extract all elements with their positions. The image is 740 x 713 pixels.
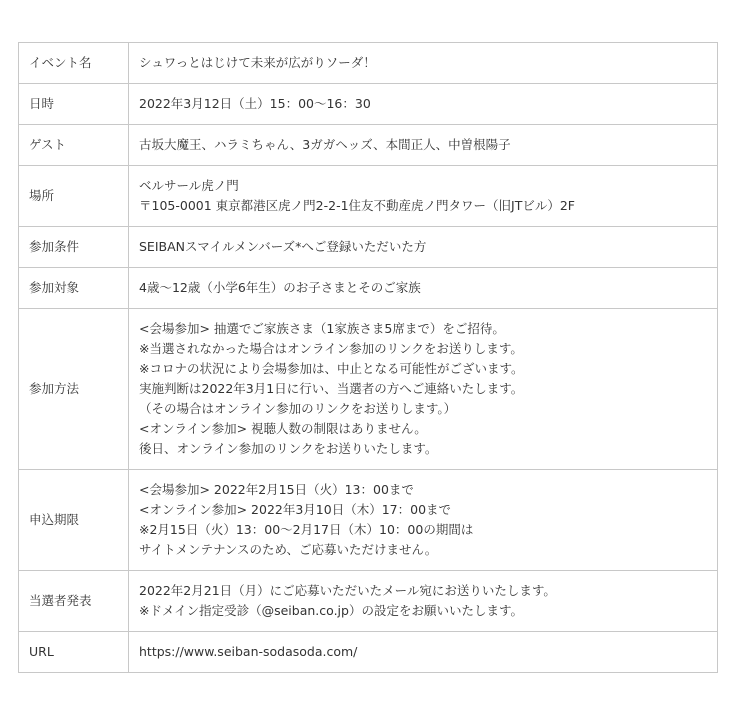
row-label-event-name: イベント名 xyxy=(19,43,129,84)
value-line: ※当選されなかった場合はオンライン参加のリンクをお送りします。 xyxy=(139,341,523,356)
value-line: <オンライン参加> 視聴人数の制限はありません。 xyxy=(139,421,427,436)
value-line: <会場参加> 抽選でご家族さま（1家族さま5席まで）をご招待。 xyxy=(139,321,505,336)
row-label-venue: 場所 xyxy=(19,166,129,227)
table-row xyxy=(19,470,718,571)
table-row xyxy=(19,166,718,227)
row-value-url xyxy=(129,632,718,673)
table-row xyxy=(19,571,718,632)
value-line: SEIBANスマイルメンバーズ*へご登録いただいた方 xyxy=(139,239,427,254)
value-line: 古坂大魔王、ハラミちゃん、3ガガヘッズ、本間正人、中曽根陽子 xyxy=(139,137,511,152)
row-label-conditions: 参加条件 xyxy=(19,227,129,268)
row-label-announcement: 当選者発表 xyxy=(19,571,129,632)
row-label-target: 参加対象 xyxy=(19,268,129,309)
row-value-deadline xyxy=(129,470,718,571)
row-value-venue xyxy=(129,166,718,227)
row-label-url: URL xyxy=(19,632,129,673)
value-line: ※2月15日（火）13：00〜2月17日（木）10：00の期間は xyxy=(139,522,474,537)
value-line: <オンライン参加> 2022年3月10日（木）17：00まで xyxy=(139,502,452,517)
table-row xyxy=(19,125,718,166)
row-label-guest: ゲスト xyxy=(19,125,129,166)
value-line: ベルサール虎ノ門 xyxy=(139,178,239,193)
event-info-table xyxy=(18,42,718,673)
table-row xyxy=(19,268,718,309)
value-line: 実施判断は2022年3月1日に行い、当選者の方へご連絡いたします。 xyxy=(139,381,524,396)
value-line: 2022年2月21日（月）にご応募いただいたメール宛にお送りいたします。 xyxy=(139,583,556,598)
row-value-target xyxy=(129,268,718,309)
url-text: https://www.seiban-sodasoda.com/ xyxy=(139,644,358,659)
row-value-guest xyxy=(129,125,718,166)
row-label-deadline: 申込期限 xyxy=(19,470,129,571)
row-value-event-name xyxy=(129,43,718,84)
table-row xyxy=(19,227,718,268)
value-line: 4歳〜12歳（小学6年生）のお子さまとそのご家族 xyxy=(139,280,421,295)
value-line: シュワっとはじけて未来が広がりソーダ！ xyxy=(139,55,376,70)
row-label-method: 参加方法 xyxy=(19,309,129,470)
table-row xyxy=(19,632,718,673)
value-line: サイトメンテナンスのため、ご応募いただけません。 xyxy=(139,542,438,557)
value-line: ※ドメイン指定受診（@seiban.co.jp）の設定をお願いいたします。 xyxy=(139,603,523,618)
value-line: <会場参加> 2022年2月15日（火）13：00まで xyxy=(139,482,414,497)
value-line: ※コロナの状況により会場参加は、中止となる可能性がございます。 xyxy=(139,361,524,376)
row-value-method xyxy=(129,309,718,470)
row-value-announcement xyxy=(129,571,718,632)
row-value-conditions xyxy=(129,227,718,268)
value-line: 後日、オンライン参加のリンクをお送りいたします。 xyxy=(139,441,438,456)
value-line: （その場合はオンライン参加のリンクをお送りします。） xyxy=(139,401,457,416)
table-row xyxy=(19,309,718,470)
table-row xyxy=(19,43,718,84)
row-value-datetime xyxy=(129,84,718,125)
row-label-datetime: 日時 xyxy=(19,84,129,125)
value-line: 2022年3月12日（土）15：00〜16：30 xyxy=(139,96,371,111)
value-line: 〒105-0001 東京都港区虎ノ門2-2-1住友不動産虎ノ門タワー（旧JTビル）2F xyxy=(139,198,575,213)
table-row xyxy=(19,84,718,125)
